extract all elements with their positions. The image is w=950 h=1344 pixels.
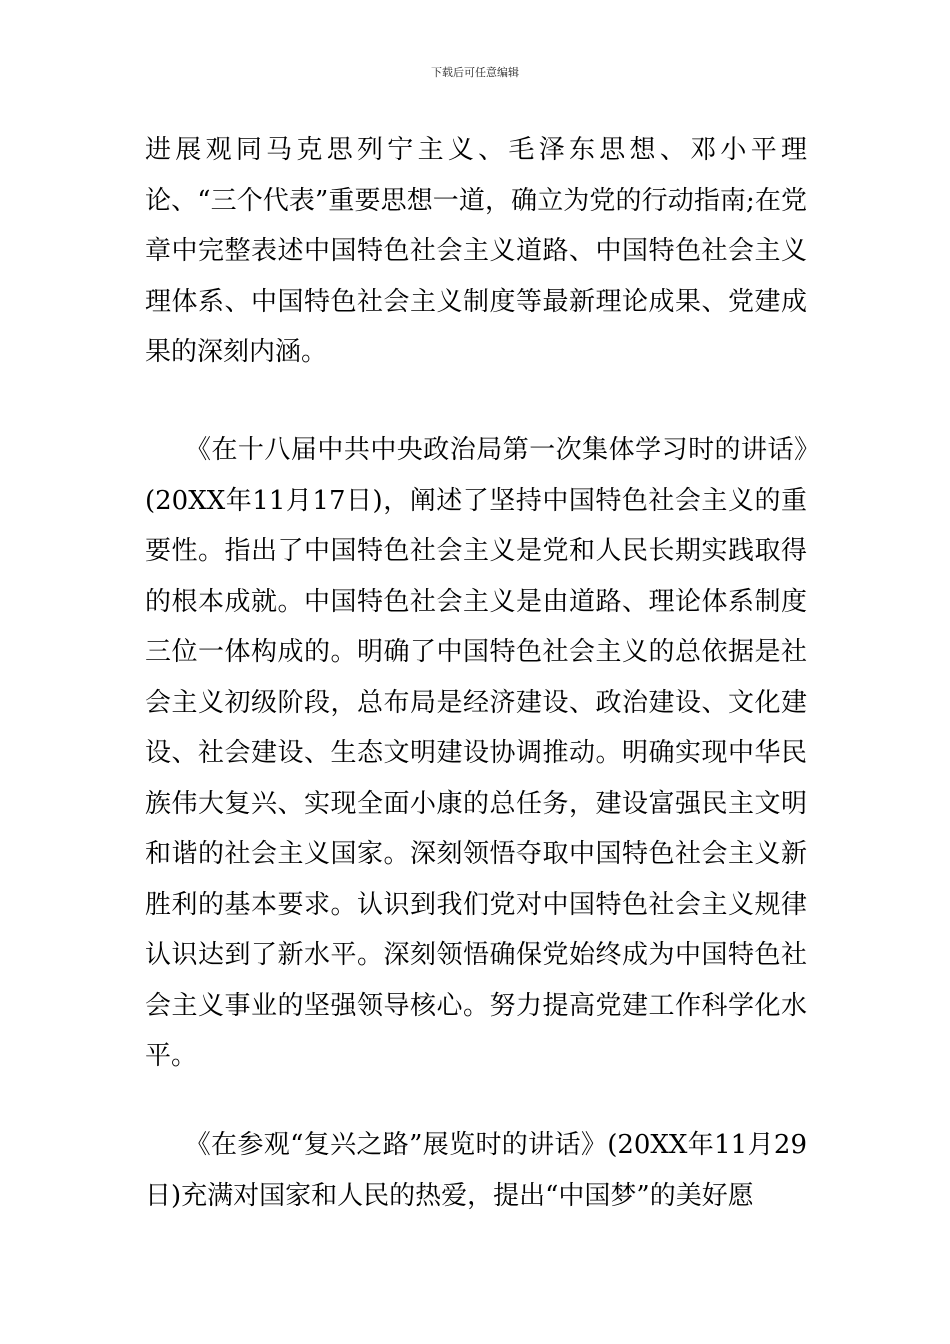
page-header-note: 下载后可任意编辑 bbox=[431, 66, 519, 79]
body-paragraph: 进展观同马克思列宁主义、毛泽东思想、邓小平理论、“三个代表”重要思想一道，确立为党的行动指南;在党章中完整表述中国特色社会主义道路、中国特色社会主义理体系、中国特色社会主义制度等最新理论成果、党建成果的深刻内涵。 bbox=[145, 135, 807, 367]
body-paragraph: 《在十八届中共中央政治局第一次集体学习时的讲话》(20XX年11月17日)，阐述了坚持中国特色社会主义的重要性。指出了中国特色社会主义是党和人民长期实践取得的根本成就。中国特色社会主义是由道路、理论体系制度三位一体构成的。明确了中国特色社会主义的总依据是社会主义初级阶段，总布局是经济建设、政治建设、文化建设、社会建设、生态文明建设协调推动。明确实现中华民族伟大复兴、实现全面小康的总任务，建设富强民主文明和谐的社会主义国家。深刻领悟夺取中国特色社会主义新胜利的基本要求。认识到我们党对中国特色社会主义规律认识达到了新水平。深刻领悟确保党始终成为中国特色社会主义事业的坚强领导核心。努力提高党建工作科学化水平。 bbox=[145, 435, 807, 1071]
body-paragraph: 《在参观“复兴之路”展览时的讲话》(20XX年11月29日)充满对国家和人民的热爱，提出“中国梦”的美好愿 bbox=[145, 1130, 807, 1211]
